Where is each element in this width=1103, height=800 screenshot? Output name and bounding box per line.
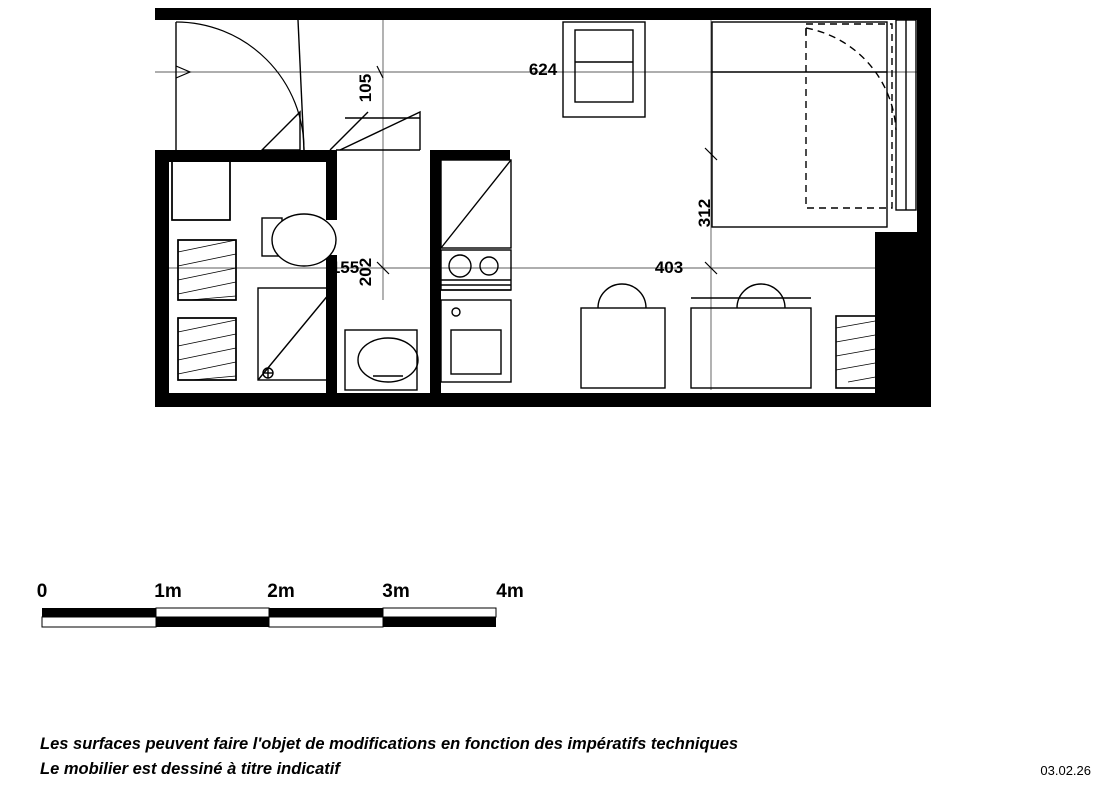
svg-text:3m: 3m bbox=[382, 581, 410, 602]
dim-202: 202 bbox=[356, 257, 375, 287]
svg-text:4m: 4m bbox=[496, 581, 524, 602]
dim-624: 624 bbox=[528, 60, 558, 79]
svg-text:0: 0 bbox=[36, 581, 48, 602]
date-stamp: 03.02.26 bbox=[1040, 763, 1091, 778]
dim-155: 155 bbox=[330, 258, 360, 277]
dim-312: 312 bbox=[695, 198, 714, 228]
note-line-2: Le mobilier est dessiné à titre indicatif bbox=[40, 760, 340, 778]
dim-105: 105 bbox=[356, 73, 375, 103]
svg-text:1m: 1m bbox=[154, 581, 182, 602]
scale-bar bbox=[37, 581, 524, 627]
note-line-1: Les surfaces peuvent faire l'objet de modifications en fonction des impératifs techniques bbox=[40, 735, 738, 753]
svg-text:2m: 2m bbox=[267, 581, 295, 602]
dim-403: 403 bbox=[654, 258, 684, 277]
